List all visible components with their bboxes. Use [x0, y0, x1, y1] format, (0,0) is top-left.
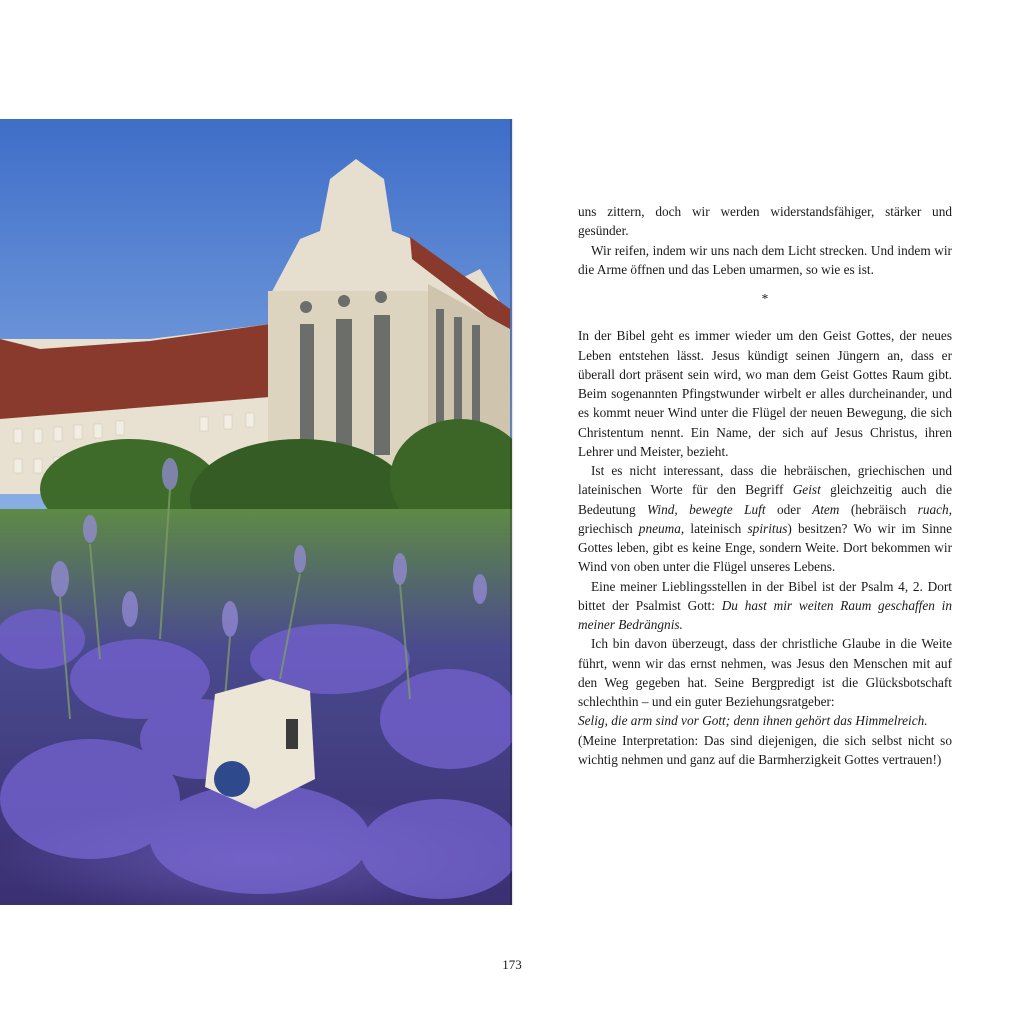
- paragraph-5: Eine meiner Lieblingsstellen in der Bibel ist der Psalm 4, 2. Dort bittet der Psalmist Gott: Du hast mir weiten Raum geschaffen in meiner Bedrängnis.: [578, 578, 952, 632]
- paragraph-2: Wir reifen, indem wir uns nach dem Licht strecken. Und indem wir die Arme öffnen und das Leben umarmen, so wie es ist.: [578, 242, 952, 277]
- paragraph-4: Ist es nicht interessant, dass die hebräischen, griechischen und lateinischen Worte für den Begriff Geist gleichzeitig auch die Bedeutung Wind, bewegte Luft oder Atem (hebräisch ruach, griechisch pneuma, lateinisch spiritus) besitzen? Wo wir im Sinne Gottes leben, gibt es keine Enge, sondern Weite. Dort bekommen wir Wind von oben unter die Flügel unseres Lebens.: [578, 463, 953, 575]
- gutter-shadow: [510, 119, 514, 905]
- paragraph-interpretation: (Meine Interpretation: Das sind diejenigen, die sich selbst nicht so wichtig nehmen und ganz auf die Barmherzigkeit Gottes vertrauen!): [578, 732, 952, 767]
- section-separator: *: [761, 291, 769, 306]
- paragraph-3: In der Bibel geht es immer wieder um den Geist Gottes, der neues Leben entstehen lässt. Jesus kündigt seinen Jüngern an, dass er überall dort präsent sein wird, wo man dem Geist Gottes Raum gibt. Beim sogenannten Pfingstwunder wirbelt er alles durcheinander, und es kommt neuer Wind unter die Flügel der neuen Bewegung, die sich Christentum nennt. Ein Name, der sich auf Jesus Christus, ihren Lehrer und Meister, bezieht.: [578, 328, 952, 459]
- body-text: [578, 202, 952, 769]
- paragraph-6: Ich bin davon überzeugt, dass der christliche Glaube in die Weite führt, wenn wir das ernst nehmen, was Jesus den Menschen mit auf den Weg gegeben hat. Seine Bergpredigt ist die Glücksbotschaft schlechthin – und ein guter Beziehungsratgeber:: [578, 636, 952, 709]
- photograph-lavender-building: [0, 119, 512, 905]
- paragraph-1: uns zittern, doch wir werden widerstandsfähiger, stärker und gesünder.: [578, 204, 952, 239]
- beatitude-quote: Selig, die arm sind vor Gott; denn ihnen gehört das Himmelreich.: [578, 713, 928, 729]
- photo-illustration: [0, 119, 512, 905]
- page-number: 173: [502, 957, 522, 972]
- book-spread: [0, 119, 1024, 972]
- stone-label: [214, 761, 250, 797]
